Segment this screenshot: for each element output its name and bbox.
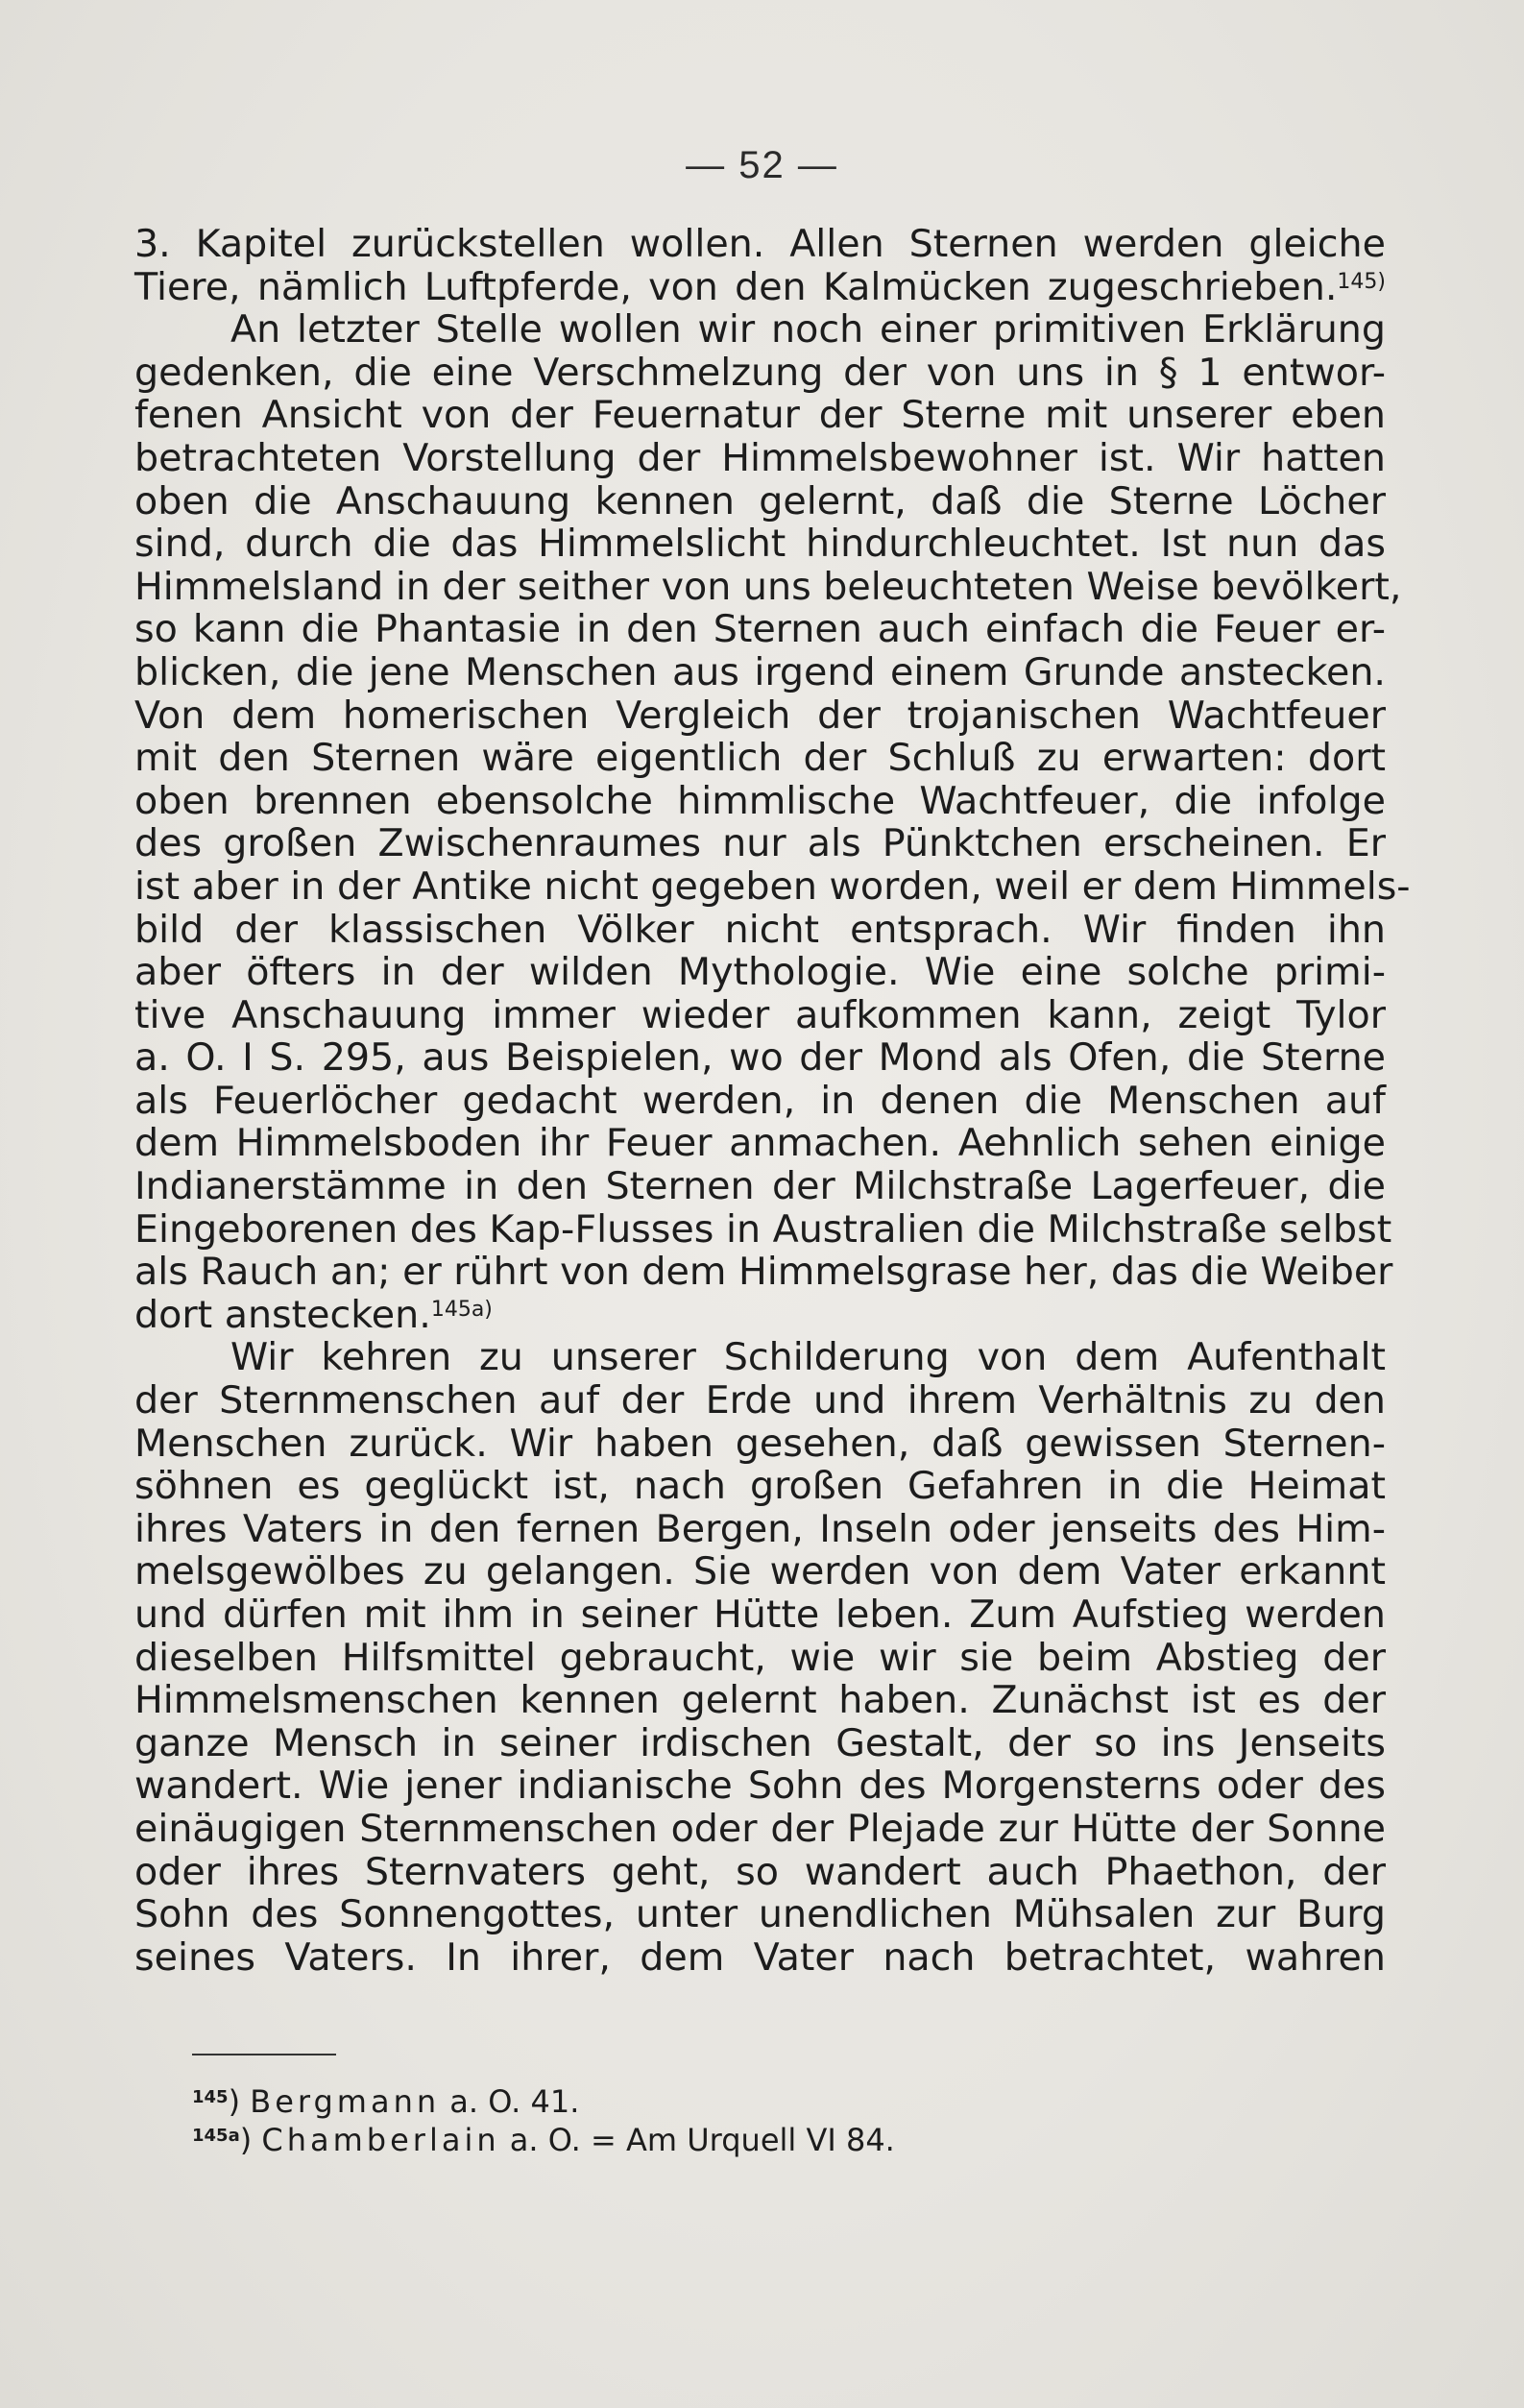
text-line: a. O. I S. 295, aus Beispielen, wo der Mond als Ofen, die Sterne xyxy=(134,1035,1386,1081)
text-line: betrachteten Vorstellung der Himmelsbewohner ist. Wir hatten xyxy=(134,435,1386,480)
text-line: und dürfen mit ihm in seiner Hütte leben. Zum Aufstieg werden xyxy=(134,1593,1386,1637)
text-line: Indianerstämme in den Sternen der Milchstraße Lagerfeuer, die xyxy=(134,1164,1386,1209)
footnote-ref: 145) xyxy=(1337,269,1386,294)
main-text xyxy=(134,222,1411,1980)
text-line: ganze Mensch in seiner irdischen Gestalt, der so ins Jenseits xyxy=(134,1720,1386,1765)
footnote-divider xyxy=(192,2054,336,2055)
text-line: so kann die Phantasie in den Sternen auch einfach die Feuer er- xyxy=(134,607,1386,652)
text-line: oben die Anschauung kennen gelernt, daß die Sterne Löcher xyxy=(134,478,1386,523)
text-line: seines Vaters. In ihrer, dem Vater nach betrachtet, wahren xyxy=(134,1934,1386,1980)
text-line: Sohn des Sonnengottes, unter unendlichen Mühsalen zur Burg xyxy=(134,1892,1386,1937)
text-line: als Feuerlöcher gedacht werden, in denen die Menschen auf xyxy=(134,1078,1386,1123)
text-line xyxy=(134,1294,1386,1337)
text-line: melsgewölbes zu gelangen. Sie werden von dem Vater erkannt xyxy=(134,1549,1386,1594)
text-line: fenen Ansicht von der Feuernatur der Sterne mit unserer eben xyxy=(134,393,1386,438)
text-line: Menschen zurück. Wir haben gesehen, daß gewissen Sternen- xyxy=(134,1421,1386,1466)
footnotes xyxy=(192,2082,895,2159)
text-line: des großen Zwischenraumes nur als Pünktchen erscheinen. Er xyxy=(134,821,1386,866)
text-line: gedenken, die eine Verschmelzung der von uns in § 1 entwor- xyxy=(134,350,1386,395)
page-number: — 52 — xyxy=(686,144,838,186)
text-line: Eingeborenen des Kap-Flusses in Australien die Milchstraße selbst xyxy=(134,1206,1392,1252)
text-line: sind, durch die das Himmelslicht hindurchleuchtet. Ist nun das xyxy=(134,522,1386,567)
text-line: oder ihres Sternvaters geht, so wandert auch Phaethon, der xyxy=(134,1849,1386,1894)
text-line: ihres Vaters in den fernen Bergen, Inseln oder jenseits des Him- xyxy=(134,1506,1386,1551)
text-line: einäugigen Sternmenschen oder der Plejade zur Hütte der Sonne xyxy=(134,1806,1386,1851)
footnote-author: Bergmann xyxy=(250,2083,441,2120)
text-line: Wir kehren zu unserer Schilderung von dem Aufenthalt xyxy=(230,1335,1386,1380)
text-line: Himmelsmenschen kennen gelernt haben. Zunächst ist es der xyxy=(134,1678,1386,1723)
text-line: oben brennen ebensolche himmlische Wachtfeuer, die infolge xyxy=(134,778,1386,823)
footnote-text: a. O. = Am Urquell VI 84. xyxy=(499,2122,895,2158)
text-line: blicken, die jene Menschen aus irgend einem Grunde anstecken. xyxy=(134,649,1386,694)
footnote: $^{145}$) Bergmann a. O. 41. xyxy=(192,2083,580,2120)
text-line: söhnen es geglückt ist, nach großen Gefahren in die Heimat xyxy=(134,1464,1386,1509)
text-line xyxy=(134,266,1386,309)
footnote: $^{145a}$) Chamberlain a. O. = Am Urquell VI 84. xyxy=(192,2122,895,2158)
text-line: 3. Kapitel zurückstellen wollen. Allen Sternen werden gleiche xyxy=(134,222,1386,266)
footnote-text: a. O. 41. xyxy=(440,2083,580,2120)
text-line: tive Anschauung immer wieder aufkommen kann, zeigt Tylor xyxy=(134,992,1386,1037)
text-line: wandert. Wie jener indianische Sohn des Morgensterns oder des xyxy=(134,1763,1386,1809)
text-line: aber öfters in der wilden Mythologie. Wie eine solche primi- xyxy=(134,950,1386,995)
footnote-mark: 145 xyxy=(192,2087,229,2107)
footnote-ref: 145a) xyxy=(430,1297,493,1322)
text-line: dieselben Hilfsmittel gebraucht, wie wir sie beim Abstieg der xyxy=(134,1635,1386,1680)
text-line: dem Himmelsboden ihr Feuer anmachen. Aehnlich sehen einige xyxy=(134,1121,1386,1166)
text-line: mit den Sternen wäre eigentlich der Schluß zu erwarten: dort xyxy=(134,736,1386,781)
text-line-content: Tiere, nämlich Luftpferde, von den Kalmücken zugeschrieben. xyxy=(134,264,1338,309)
footnote-author: Chamberlain xyxy=(261,2122,500,2158)
text-line: Himmelsland in der seither von uns beleuchteten Weise bevölkert, xyxy=(134,564,1402,609)
text-line: ist aber in der Antike nicht gegeben worden, weil er dem Himmels- xyxy=(134,863,1411,909)
footnote-mark: 145a xyxy=(192,2126,240,2146)
text-line-content: dort anstecken. xyxy=(134,1292,431,1337)
text-line: als Rauch an; er rührt von dem Himmelsgrase her, das die Weiber xyxy=(134,1250,1393,1295)
text-line: bild der klassischen Völker nicht entsprach. Wir finden ihn xyxy=(134,907,1386,952)
text-line: An letzter Stelle wollen wir noch einer primitiven Erklärung xyxy=(230,307,1386,353)
text-line: Von dem homerischen Vergleich der trojanischen Wachtfeuer xyxy=(134,693,1386,738)
text-line: der Sternmenschen auf der Erde und ihrem Verhältnis zu den xyxy=(134,1378,1386,1423)
